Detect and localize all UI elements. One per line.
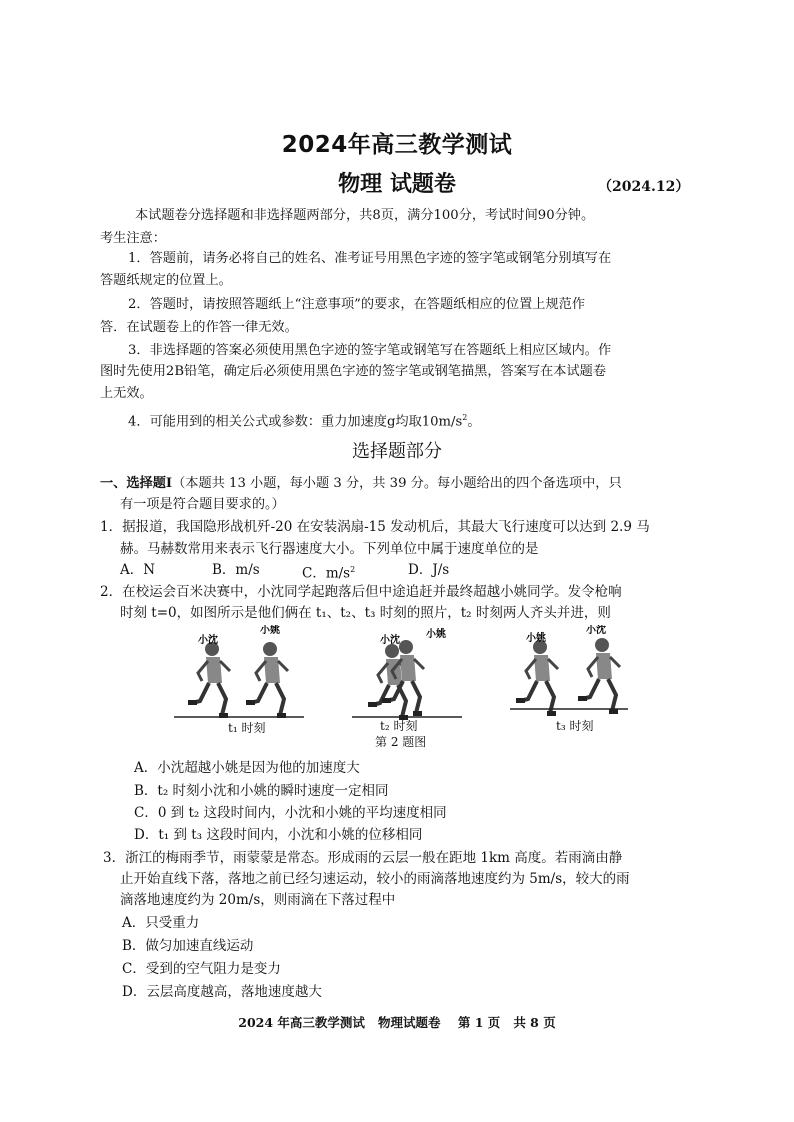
q1-line2: 赫。马赫数常用来表示飞行器速度大小。下列单位中属于速度单位的是 <box>120 541 539 557</box>
label-xiaoshen-t3: 小沈 <box>586 625 606 636</box>
runner-xiaoyao-t3 <box>516 640 558 716</box>
q1-option-c-sup: 2 <box>350 565 356 574</box>
notice-3a: 3．非选择题的答案必须使用黑色字迹的签字笔或钢笔写在答题纸上相应区域内。作 <box>128 343 612 358</box>
q2-option-d[interactable]: D．t₁ 到 t₃ 这段时间内，小沈和小姚的位移相同 <box>134 827 423 843</box>
runner-xiaoyao-t1 <box>246 642 288 718</box>
runner-xiaoshen-t3 <box>578 638 620 714</box>
page-footer: 2024 年高三教学测试 物理试题卷 第 1 页 共 8 页 <box>238 1015 556 1030</box>
photo-t2 <box>352 640 462 720</box>
q2-line2: 时刻 t=0，如图所示是他们俩在 t₁、t₂、t₃ 时刻的照片，t₂ 时刻两人齐头并进，则 <box>120 605 611 621</box>
notice-3b: 图时先使用2B铅笔，确定后必须使用黑色字迹的签字笔或钢笔描黑，答案写在本试题卷 <box>100 364 607 379</box>
runner-xiaoshen-t1 <box>188 642 230 718</box>
photo-t1 <box>174 642 304 718</box>
q2-option-c[interactable]: C．0 到 t₂ 这段时间内，小沈和小姚的平均速度相同 <box>134 805 447 821</box>
q1-option-c[interactable] <box>302 561 355 583</box>
q3-option-b[interactable]: B．做匀加速直线运动 <box>122 938 254 954</box>
exam-date: （2024.12） <box>598 179 690 195</box>
notice-2a: 2．答题时，请按照答题纸上“注意事项”的要求，在答题纸相应的位置上规范作 <box>128 297 586 312</box>
part-desc-2: 有一项是符合题目要求的。） <box>120 497 285 512</box>
q3-line1: 3．浙江的梅雨季节，雨蒙蒙是常态。形成雨的云层一般在距地 1km 高度。若雨滴由静 <box>103 850 623 866</box>
caption-t3: t₃ 时刻 <box>556 719 594 733</box>
notice-1a: 1．答题前，请务必将自己的姓名、准考证号用黑色字迹的签字笔或钢笔分别填写在 <box>128 251 612 266</box>
notice-4-sup: 2 <box>462 413 468 422</box>
label-xiaoshen-t1: 小沈 <box>198 635 218 646</box>
notice-label: 考生注意： <box>100 231 166 246</box>
q3-option-c[interactable]: C．受到的空气阻力是变力 <box>122 961 281 977</box>
part-desc: （本题共 13 小题，每小题 3 分，共 39 分。每小题给出的四个备选项中，只 <box>172 476 622 491</box>
caption-t1: t₁ 时刻 <box>228 721 266 735</box>
label-xiaoyao-t2: 小姚 <box>426 629 446 640</box>
part-label: 一、选择题Ⅰ <box>100 476 173 491</box>
notice-4-text: 4．可能用到的相关公式或参数：重力加速度g均取10m/s <box>128 414 463 430</box>
notice-4 <box>128 409 481 431</box>
notice-2b: 答．在试题卷上的作答一律无效。 <box>100 320 298 335</box>
q1-option-d[interactable]: D．J/s <box>408 562 450 578</box>
label-xiaoshen-t2: 小沈 <box>380 635 400 646</box>
photo-t3 <box>510 638 628 716</box>
q1-option-c-text: C．m/s <box>302 565 351 582</box>
q1-option-b[interactable]: B．m/s <box>212 562 260 578</box>
q3-line3: 滴落地速度约为 20m/s，则雨滴在下落过程中 <box>120 892 396 908</box>
part-heading <box>100 475 622 493</box>
q2-option-a[interactable]: A．小沈超越小姚是因为他的加速度大 <box>134 760 360 776</box>
q2-option-b[interactable]: B．t₂ 时刻小沈和小姚的瞬时速度一定相同 <box>134 783 389 799</box>
q3-line2: 止开始直线下落，落地之前已经匀速运动，较小的雨滴落地速度约为 5m/s，较大的雨 <box>120 871 630 887</box>
q3-option-d[interactable]: D．云层高度越高，落地速度越大 <box>122 984 322 1000</box>
exam-subtitle: 物理 试题卷 <box>338 172 456 197</box>
label-xiaoyao-t1: 小姚 <box>260 625 280 636</box>
q1-option-a[interactable]: A．N <box>120 562 156 578</box>
notice-3c: 上无效。 <box>100 386 153 401</box>
label-xiaoyao-t3: 小姚 <box>526 633 546 644</box>
section-title: 选择题部分 <box>352 441 442 462</box>
q2-line1: 2．在校运会百米决赛中，小沈同学起跑落后但中途追赶并最终超越小姚同学。发令枪响 <box>100 584 622 600</box>
notice-1b: 答题纸规定的位置上。 <box>100 273 232 288</box>
notice-4-end: 。 <box>467 414 481 430</box>
figure-caption: 第 2 题图 <box>375 735 427 749</box>
caption-t2: t₂ 时刻 <box>380 719 418 733</box>
intro-line: 本试题卷分选择题和非选择题两部分，共8页，满分100分，考试时间90分钟。 <box>135 208 595 223</box>
q3-option-a[interactable]: A．只受重力 <box>122 915 200 931</box>
q1-line1: 1．据报道，我国隐形战机歼-20 在安装涡扇-15 发动机后，其最大飞行速度可以达到 2.9 马 <box>100 519 650 535</box>
exam-title: 2024年高三教学测试 <box>281 132 513 158</box>
